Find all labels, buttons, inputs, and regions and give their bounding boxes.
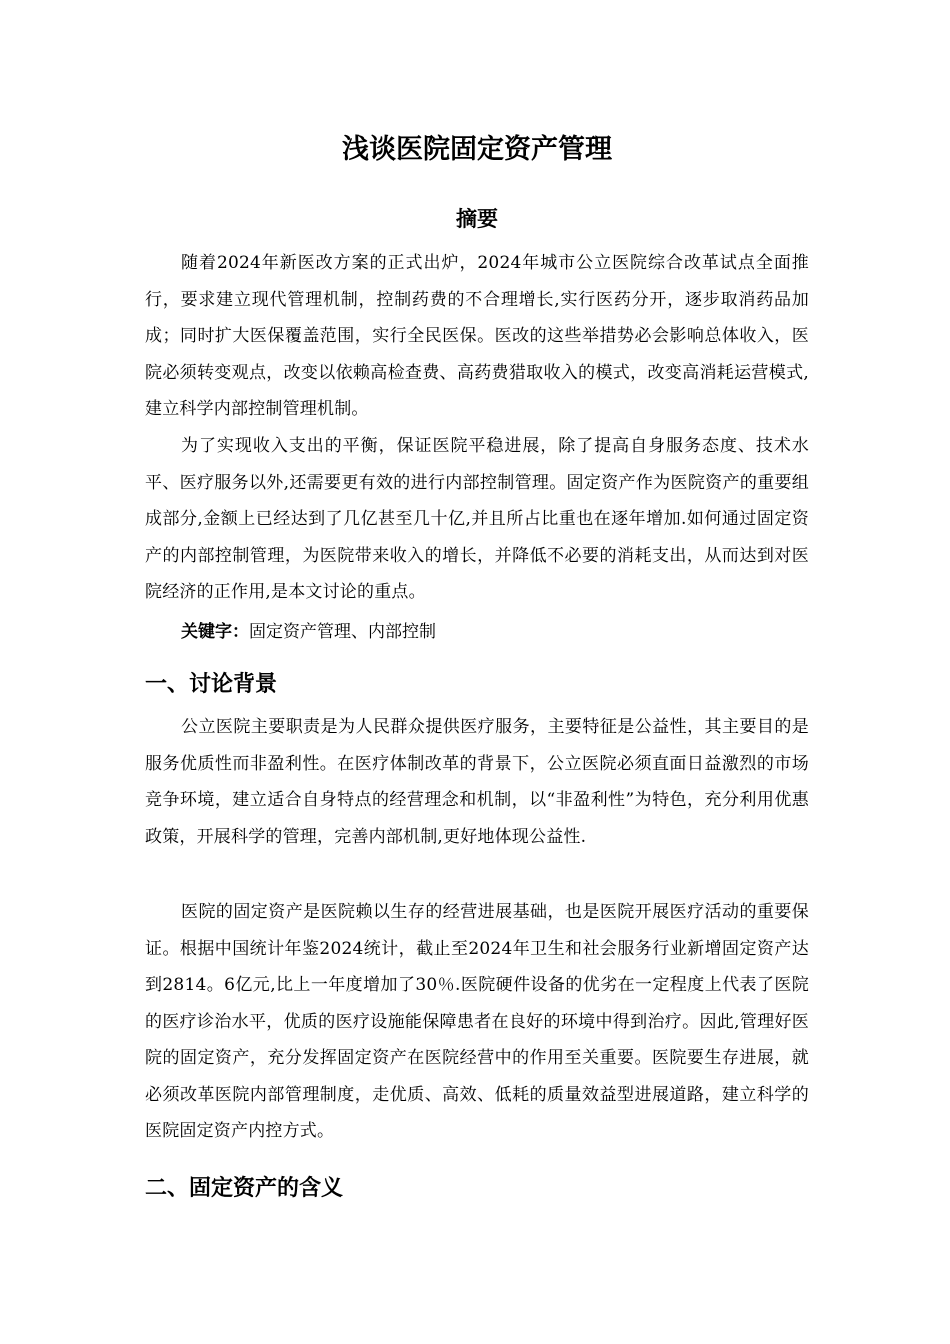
abstract-paragraph: 随着2024年新医改方案的正式出炉，2024年城市公立医院综合改革试点全面推行，要求建立现代管理机制，控制药费的不合理增长,实行医药分开，逐步取消药品加成；同时扩大医保覆盖范围，实行全民医保。医改的这些举措势必会影响总体收入，医院必须转变观点，改变以依赖高检查费、高药费猎取收入的模式，改变高消耗运营模式,建立科学内部控制管理机制。 bbox=[145, 253, 809, 419]
section-paragraph: 公立医院主要职责是为人民群众提供医疗服务，主要特征是公益性，其主要目的是服务优质性而非盈利性。在医疗体制改革的背景下，公立医院必须直面日益激烈的市场竞争环境，建立适合自身特点的经营理念和机制，以“非盈利性”为特色，充分利用优惠政策，开展科学的管理，完善内部机制,更好地体现公益性. bbox=[145, 717, 809, 847]
section-heading: 二、固定资产的含义 bbox=[145, 1176, 344, 1201]
keywords-label: 关键字： bbox=[181, 622, 249, 642]
abstract-paragraph: 为了实现收入支出的平衡，保证医院平稳进展，除了提高自身服务态度、技术水平、医疗服务以外,还需要更有效的进行内部控制管理。固定资产作为医院资产的重要组成部分,金额上已经达到了几亿甚至几十亿,并且所占比重也在逐年增加.如何通过固定资产的内部控制管理，为医院带来收入的增长，并降低不必要的消耗支出，从而达到对医院经济的正作用,是本文讨论的重点。 bbox=[145, 436, 809, 602]
keywords-text: 固定资产管理、内部控制 bbox=[249, 622, 436, 642]
section-heading: 一、讨论背景 bbox=[145, 672, 278, 697]
abstract-heading: 摘要 bbox=[456, 207, 498, 231]
keywords-line bbox=[145, 614, 809, 650]
section-paragraph: 医院的固定资产是医院赖以生存的经营进展基础，也是医院开展医疗活动的重要保证。根据中国统计年鉴2024统计，截止至2024年卫生和社会服务行业新增固定资产达到2814。6亿元,比上一年度增加了30％.医院硬件设备的优劣在一定程度上代表了医院的医疗诊治水平，优质的医疗设施能保障患者在良好的环境中得到治疗。因此,管理好医院的固定资产，充分发挥固定资产在医院经营中的作用至关重要。医院要生存进展，就必须改革医院内部管理制度，走优质、高效、低耗的质量效益型进展道路，建立科学的医院固定资产内控方式。 bbox=[145, 902, 809, 1141]
document-title: 浅谈医院固定资产管理 bbox=[342, 134, 612, 165]
